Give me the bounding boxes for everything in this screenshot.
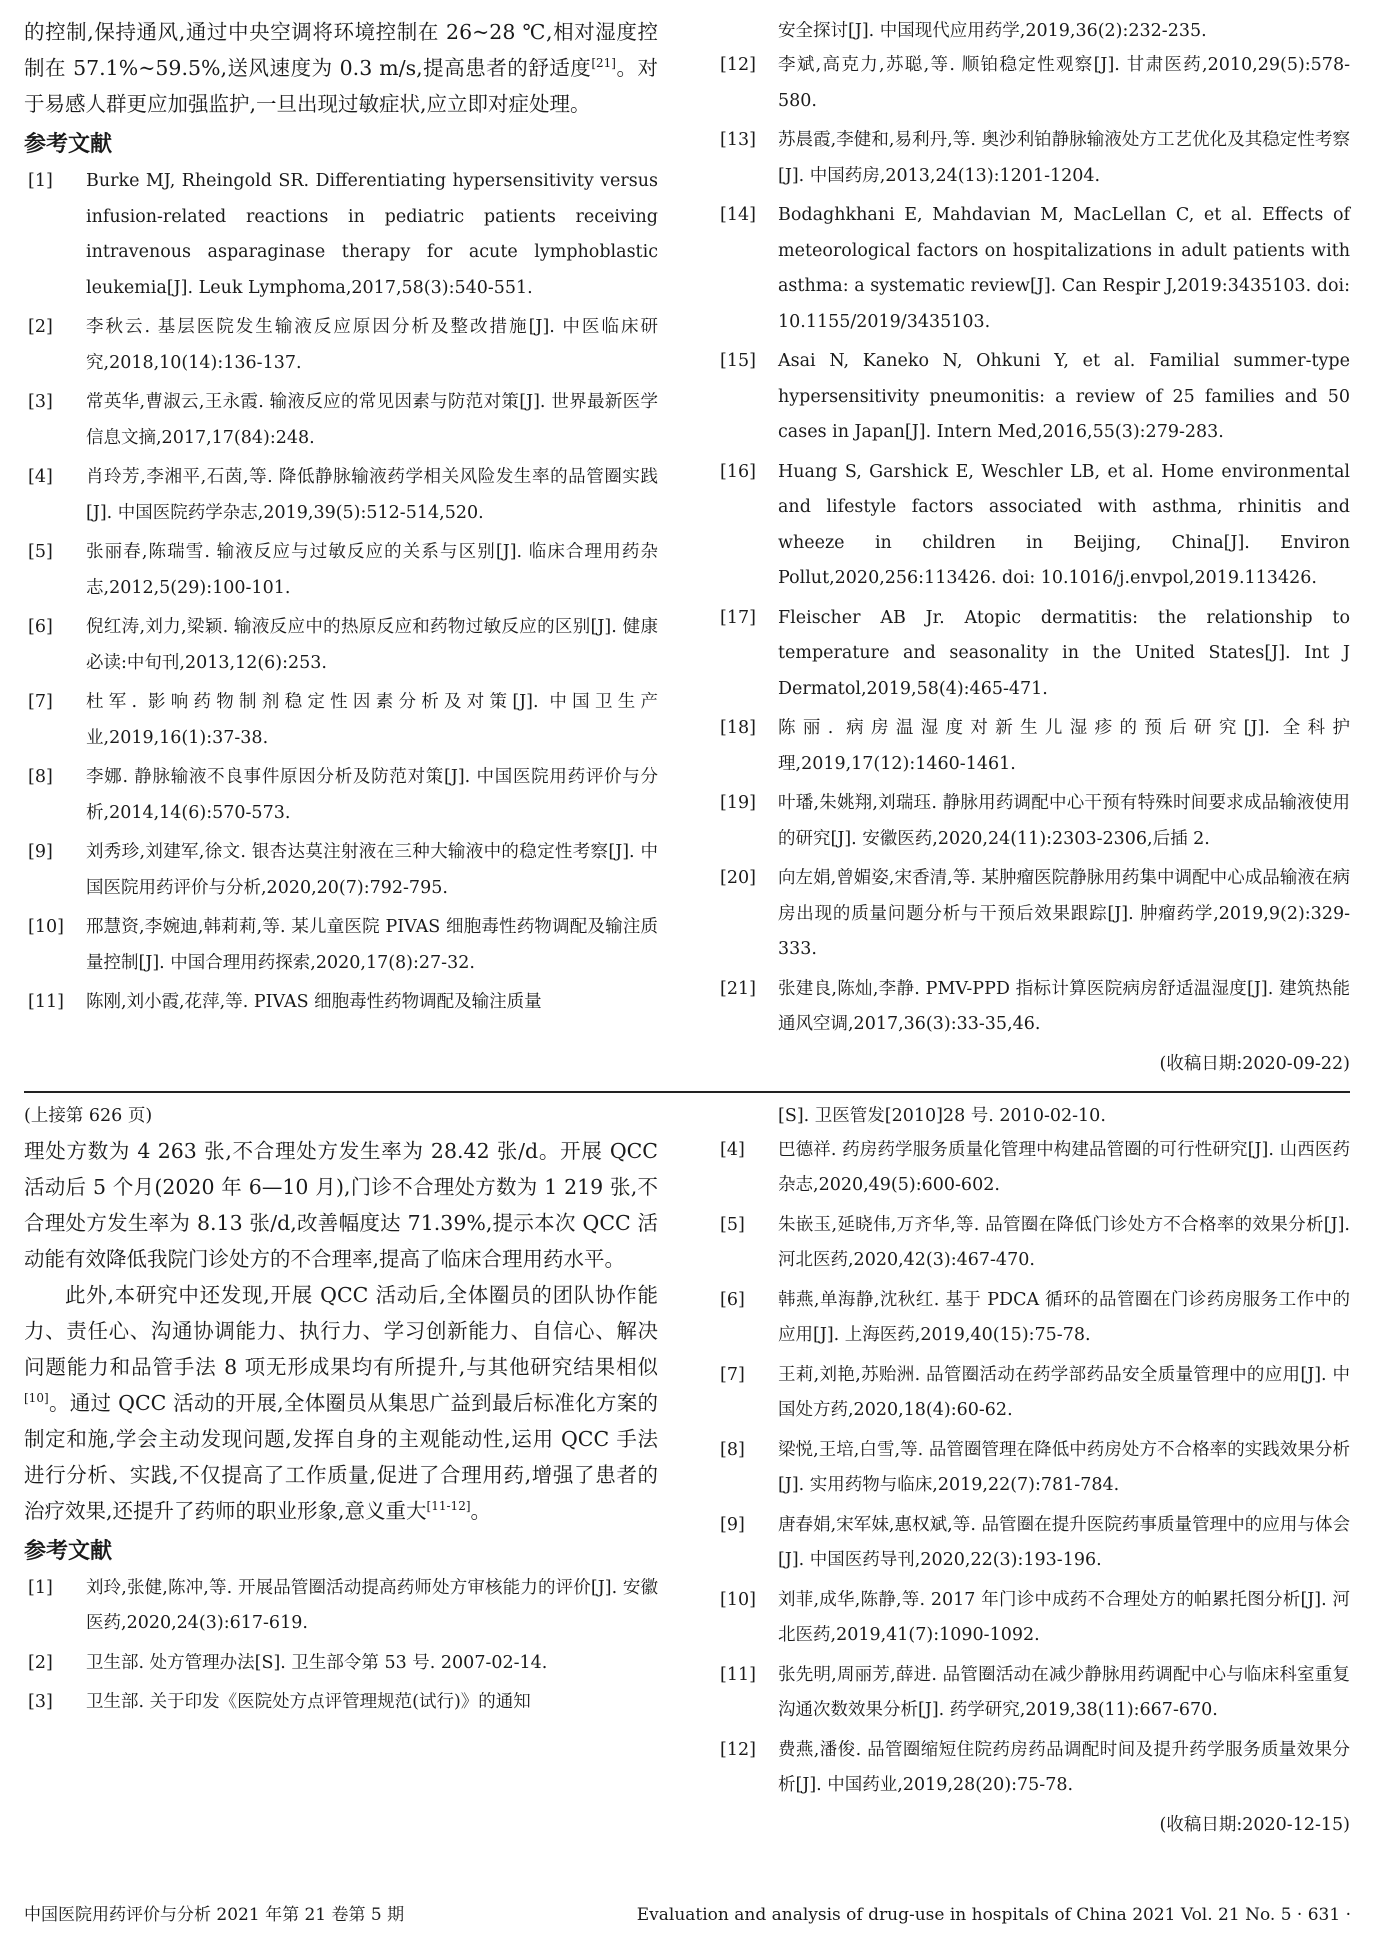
reference-number: [6] [720,1289,745,1310]
reference-number: [16] [720,461,756,482]
reference-item [24,910,658,981]
reference-number: [11] [720,1664,756,1685]
reference-item [716,123,1350,194]
reference-number: [5] [720,1214,745,1235]
reference-text: 李娜. 静脉输液不良事件原因分析及防范对策[J]. 中国医院用药评价与分析,2014,14(6):570-573. [86,767,658,823]
reference-text: 费燕,潘俊. 品管圈缩短住院药房药品调配时间及提升药学服务质量效果分析[J]. 中国药业,2019,28(20):75-78. [778,1739,1350,1795]
reference-item [24,535,658,606]
received-date: (收稿日期:2020-12-15) [1159,1814,1350,1835]
body-paragraph: 理处方数为 4 263 张,不合理处方发生率为 28.42 张/d。开展 QCC 活动后 5 个月(2020 年 6—10 月),门诊不合理处方数为 1 219 张,不合理处方发生率为 8.13 张/d,改善幅度达 71.39%,提示本次 QCC 活动能有效降低我院门诊处方的不合理率,提高了临床合理用药水平。 [24,1138,658,1271]
reference-number: [20] [720,868,756,888]
reference-list [24,1571,658,1721]
reference-text: 李斌,高克力,苏聪,等. 顺铂稳定性观察[J]. 甘肃医药,2010,29(5):578-580. [778,55,1350,111]
reference-continuation: [S]. 卫医管发[2010]28 号. 2010-02-10. [778,1105,1106,1126]
reference-number: [2] [28,1652,53,1673]
reference-text: 朱嵌玉,延晓伟,万齐华,等. 品管圈在降低门诊处方不合格率的效果分析[J]. 河北医药,2020,42(3):467-470. [778,1214,1350,1270]
reference-number: [12] [720,55,756,75]
body-paragraph: 的控制,保持通风,通过中央空调将环境控制在 26~28 ℃,相对湿度控制在 57.1%~59.5%,送风速度为 0.3 m/s,提高患者的舒适度[21]。对于易感人群更应加强监护,一旦出现过敏症状,应立即对症处理。 [24,20,659,116]
reference-number: [19] [720,793,756,813]
body-paragraph: 此外,本研究中还发现,开展 QCC 活动后,全体圈员的团队协作能力、责任心、沟通协调能力、执行力、学习创新能力、自信心、解决问题能力和品管手法 8 项无形成果均有所提升,与其他研究结果相似[10]。通过 QCC 活动的开展,全体圈员从集思广益到最后标准化方案的制定和施,学会主动发现问题,发挥自身的主观能动性,运用 QCC 手法进行分析、实践,不仅提高了工作质量,促进了合理用药,增强了患者的治疗效果,还提升了药师的职业形象,意义重大[11-12]。 [24,1282,658,1523]
reference-text: 卫生部. 处方管理办法[S]. 卫生部令第 53 号. 2007-02-14. [86,1652,548,1673]
reference-text: 刘菲,成华,陈静,等. 2017 年门诊中成药不合理处方的帕累托图分析[J]. 河北医药,2019,41(7):1090-1092. [778,1589,1350,1645]
reference-text: 韩燕,单海静,沈秋红. 基于 PDCA 循环的品管圈在门诊药房服务工作中的应用[J]. 上海医药,2019,40(15):75-78. [778,1289,1350,1345]
continued-from-label: (上接第 626 页) [24,1105,153,1126]
reference-item [24,760,658,831]
citation: [21] [591,56,616,71]
reference-number: [4] [28,467,53,487]
reference-item [716,861,1350,968]
reference-number: [21] [720,978,756,999]
reference-text: 向左娟,曾媚姿,宋香清,等. 某肿瘤医院静脉用药集中调配中心成品输液在病房出现的质量问题分析与干预后效果跟踪[J]. 肿瘤药学,2019,9(2):329-333. [778,868,1350,959]
journal-page [24,14,1350,1914]
reference-number: [10] [28,917,64,937]
reference-text: 陈丽. 病房温湿度对新生儿湿疹的预后研究[J]. 全科护理,2019,17(12):1460-1461. [778,718,1350,774]
reference-number: [2] [28,317,53,337]
reference-number: [7] [720,1364,745,1385]
reference-text: 刘玲,张健,陈冲,等. 开展品管圈活动提高药师处方审核能力的评价[J]. 安徽医药,2020,24(3):617-619. [86,1577,658,1633]
reference-text: 张先明,周丽芳,薛进. 品管圈活动在减少静脉用药调配中心与临床科室重复沟通次数效果分析[J]. 药学研究,2019,38(11):667-670. [778,1664,1350,1720]
reference-item [24,985,658,1021]
reference-item [716,1733,1350,1804]
reference-number: [5] [28,542,53,562]
reference-item [24,835,658,906]
reference-text: Huang S, Garshick E, Weschler LB, et al. Home environmental and lifestyle factors associated with asthma, rhinitis and wheeze in children in Beijing, China[J]. Environ Pollut,2020,256:113426. doi: 10.1016/j.envpol,2019.113426. [778,461,1350,588]
reference-number: [8] [28,767,53,787]
reference-number: [17] [720,607,756,628]
reference-item [24,685,658,756]
reference-item [716,198,1350,340]
reference-text: 王莉,刘艳,苏贻洲. 品管圈活动在药学部药品安全质量管理中的应用[J]. 中国处方药,2020,18(4):60-62. [778,1364,1350,1420]
reference-number: [9] [720,1514,745,1535]
reference-number: [14] [720,205,756,225]
reference-text: 邢慧资,李婉迪,韩莉莉,等. 某儿童医院 PIVAS 细胞毒性药物调配及输注质量控制[J]. 中国合理用药探索,2020,17(8):27-32. [86,917,658,973]
reference-text: 张丽春,陈瑞雪. 输液反应与过敏反应的关系与区别[J]. 临床合理用药杂志,2012,5(29):100-101. [86,542,658,598]
reference-text: 叶璠,朱姚翔,刘瑞珏. 静脉用药调配中心干预有特殊时间要求成品输液使用的研究[J]. 安徽医药,2020,24(11):2303-2306,后插 2. [778,793,1350,849]
reference-number: [8] [720,1439,745,1460]
reference-number: [9] [28,842,53,862]
reference-item [716,48,1350,119]
reference-number: [18] [720,718,756,738]
reference-item [24,1685,658,1721]
references-heading: 参考文献 [24,132,113,157]
reference-item [716,1508,1350,1579]
reference-number: [6] [28,617,53,637]
reference-item [716,1358,1350,1429]
reference-item [716,972,1350,1043]
top-left-column [24,14,658,1081]
reference-text: 陈刚,刘小霞,花萍,等. PIVAS 细胞毒性药物调配及输注质量 [86,992,542,1012]
section-divider [24,1091,1350,1093]
reference-item [24,460,658,531]
references-heading: 参考文献 [24,1538,113,1564]
bottom-section [24,1099,1350,1842]
reference-item [24,164,658,306]
reference-item [24,1646,658,1682]
reference-number: [7] [28,692,53,712]
reference-number: [15] [720,351,756,371]
reference-text: 倪红涛,刘力,梁颖. 输液反应中的热原反应和药物过敏反应的区别[J]. 健康必读:中旬刊,2013,12(6):253. [86,617,658,673]
reference-text: Asai N, Kaneko N, Ohkuni Y, et al. Familial summer-type hypersensitivity pneumonitis: a review of 25 families and 50 cases in Japan[J]. Intern Med,2016,55(3):279-283. [778,351,1350,442]
footer-journal-cn: 中国医院用药评价与分析 2021 年第 21 卷第 5 期 [24,1905,405,1925]
reference-item [716,711,1350,782]
reference-item [24,310,658,381]
reference-item [716,1208,1350,1279]
reference-continuation: 安全探讨[J]. 中国现代应用药学,2019,36(2):232-235. [778,21,1207,41]
reference-text: Burke MJ, Rheingold SR. Differentiating hypersensitivity versus infusion-related reactions in pediatric patients receiving intravenous asparaginase therapy for acute lymphoblastic leukemia[J]. Leuk Lymphoma,2017,58(3):540-551. [86,171,658,298]
bottom-left-column [24,1099,658,1842]
reference-item [716,786,1350,857]
reference-text: 梁悦,王培,白雪,等. 品管圈管理在降低中药房处方不合格率的实践效果分析[J]. 实用药物与临床,2019,22(7):781-784. [778,1439,1350,1495]
footer-journal-en: Evaluation and analysis of drug-use in hospitals of China 2021 Vol. 21 No. 5 · 631 · [636,1905,1351,1925]
reference-text: 常英华,曹淑云,王永霞. 输液反应的常见因素与防范对策[J]. 世界最新医学信息文摘,2017,17(84):248. [86,392,658,448]
reference-number: [3] [28,1692,53,1712]
reference-number: [11] [28,992,64,1012]
reference-number: [12] [720,1739,756,1760]
reference-item [716,1583,1350,1654]
reference-text: 刘秀珍,刘建军,徐文. 银杏达莫注射液在三种大输液中的稳定性考察[J]. 中国医院用药评价与分析,2020,20(7):792-795. [86,842,658,898]
reference-list [716,48,1350,1043]
reference-number: [10] [720,1589,756,1610]
reference-text: Bodaghkhani E, Mahdavian M, MacLellan C, et al. Effects of meteorological factors on hospitalizations in adult patients with asthma: a systematic review[J]. Can Respir J,2019:3435103. doi: 10.1155/2019/3435103. [778,205,1350,332]
reference-text: 苏晨霞,李健和,易利丹,等. 奥沙利铂静脉输液处方工艺优化及其稳定性考察[J]. 中国药房,2013,24(13):1201-1204. [778,130,1350,186]
reference-item [716,344,1350,451]
reference-item [716,1133,1350,1204]
reference-item [24,385,658,456]
bottom-right-column [716,1099,1350,1842]
reference-number: [1] [28,1577,53,1598]
reference-text: 巴德祥. 药房药学服务质量化管理中构建品管圈的可行性研究[J]. 山西医药杂志,2020,49(5):600-602. [778,1139,1350,1195]
reference-text: 肖玲芳,李湘平,石茵,等. 降低静脉输液药学相关风险发生率的品管圈实践[J]. 中国医院药学杂志,2019,39(5):512-514,520. [86,467,658,523]
top-section [24,14,1350,1081]
reference-text: 李秋云. 基层医院发生输液反应原因分析及整改措施[J]. 中医临床研究,2018,10(14):136-137. [86,317,658,373]
reference-number: [13] [720,130,756,150]
top-right-column [716,14,1350,1081]
reference-item [716,1283,1350,1354]
reference-list [716,1133,1350,1804]
reference-item [24,1571,658,1642]
reference-text: Fleischer AB Jr. Atopic dermatitis: the relationship to temperature and seasonality in the United States[J]. Int J Dermatol,2019,58(4):465-471. [778,607,1350,699]
reference-text: 唐春娟,宋军妹,惠权斌,等. 品管圈在提升医院药事质量管理中的应用与体会[J]. 中国医药导刊,2020,22(3):193-196. [778,1514,1350,1570]
received-date: (收稿日期:2020-09-22) [1159,1053,1350,1074]
reference-item [716,455,1350,597]
citation: [11-12] [426,1498,471,1513]
citation: [10] [24,1390,49,1405]
reference-text: 卫生部. 关于印发《医院处方点评管理规范(试行)》的通知 [86,1692,531,1712]
reference-list [24,164,658,1021]
reference-item [716,1433,1350,1504]
reference-text: 杜军. 影响药物制剂稳定性因素分析及对策[J]. 中国卫生产业,2019,16(1):37-38. [86,692,658,748]
reference-item [716,1658,1350,1729]
reference-number: [4] [720,1139,745,1160]
reference-number: [1] [28,171,53,191]
reference-item [716,601,1350,708]
reference-item [24,610,658,681]
reference-number: [3] [28,392,53,412]
page-footer [24,1900,1351,1930]
reference-text: 张建良,陈灿,李静. PMV-PPD 指标计算医院病房舒适温湿度[J]. 建筑热能通风空调,2017,36(3):33-35,46. [778,978,1350,1034]
